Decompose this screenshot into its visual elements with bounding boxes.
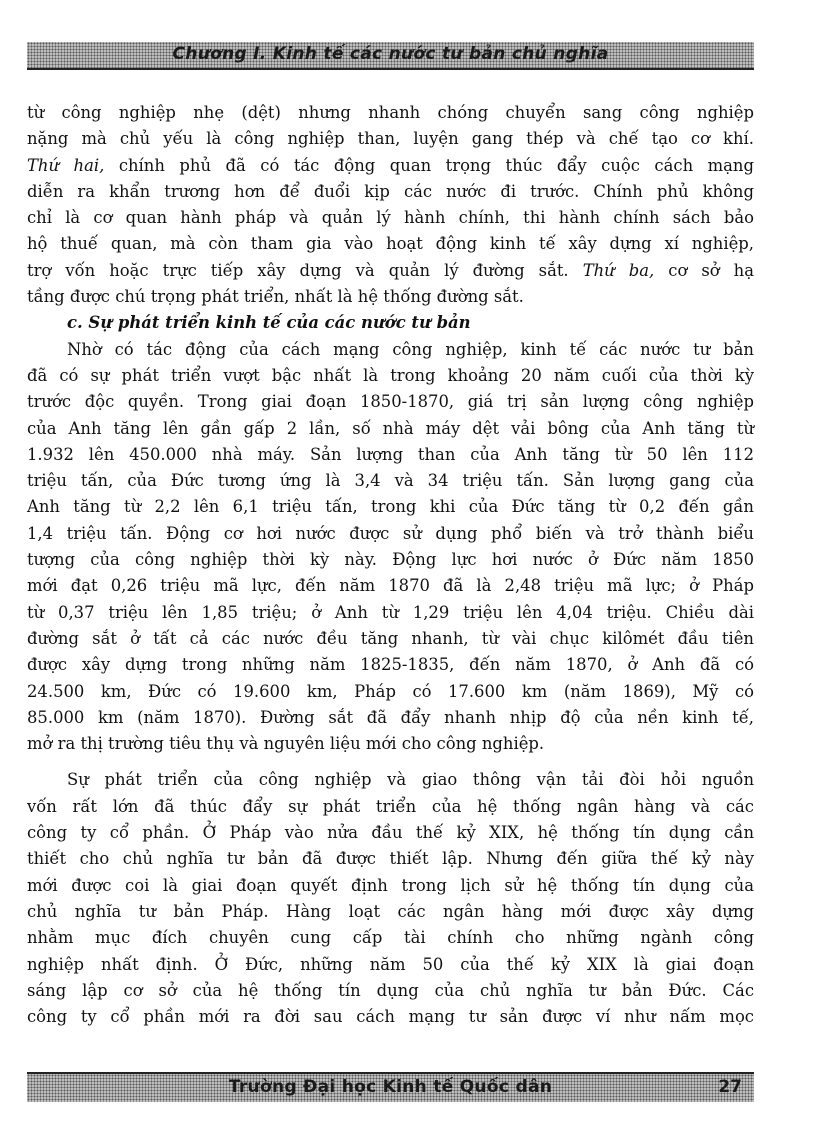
chapter-header-band <box>27 42 754 70</box>
page-number: 27 <box>718 1077 742 1097</box>
paragraph <box>27 100 754 310</box>
text-line: diễn ra khẩn trương hơn để đuổi kịp các nước đi trước. Chính phủ không <box>27 181 754 201</box>
text-line: vốn rất lớn đã thúc đẩy sự phát triển của hệ thống ngân hàng và các <box>27 796 754 816</box>
page-body <box>27 100 754 1030</box>
paragraph <box>27 767 754 1030</box>
text-line <box>27 258 754 284</box>
text-line <box>27 153 754 179</box>
text-line: 1.932 lên 450.000 nhà máy. Sản lượng than của Anh tăng từ 50 lên 112 <box>27 444 754 464</box>
text-line: trước độc quyền. Trong giai đoạn 1850-1870, giá trị sản lượng công nghiệp <box>27 392 754 412</box>
text-line: được xây dựng trong những năm 1825-1835, đến năm 1870, ở Anh đã có <box>27 655 754 675</box>
text-line: Nhờ có tác động của cách mạng công nghiệp, kinh tế các nước tư bản <box>67 339 754 359</box>
italic-phrase: Thứ hai, <box>27 155 105 175</box>
text-line: nghiệp nhất định. Ở Đức, những năm 50 của thế kỷ XIX là giai đoạn <box>27 954 754 974</box>
chapter-title: Chương I. Kinh tế các nước tư bản chủ nghĩa <box>172 44 609 64</box>
text-fragment: chính phủ đã có tác động quan trọng thúc đẩy cuộc cách mạng <box>104 155 754 175</box>
text-line: chủ nghĩa tư bản Pháp. Hàng loạt các ngân hàng mới được xây dựng <box>27 901 754 921</box>
italic-phrase: Thứ ba, <box>582 260 655 280</box>
paragraph <box>27 337 754 758</box>
text-line: đã có sự phát triển vượt bậc nhất là trong khoảng 20 năm cuối của thời kỳ <box>27 365 754 385</box>
text-line: triệu tấn, của Đức tương ứng là 3,4 và 34 triệu tấn. Sản lượng gang của <box>27 471 754 491</box>
text-fragment: cơ sở hạ <box>654 260 754 280</box>
text-line: Anh tăng từ 2,2 lên 6,1 triệu tấn, trong khi của Đức tăng từ 0,2 đến gần <box>27 497 754 517</box>
text-line: nặng mà chủ yếu là công nghiệp than, luyện gang thép và chế tạo cơ khí. <box>27 129 754 149</box>
text-line: mở ra thị trường tiêu thụ và nguyên liệu mới cho công nghiệp. <box>27 734 545 754</box>
section-heading: c. Sự phát triển kinh tế của các nước tư bản <box>67 313 471 333</box>
text-line: công ty cổ phần. Ở Pháp vào nửa đầu thế kỷ XIX, hệ thống tín dụng cần <box>27 823 754 843</box>
footer-institution: Trường Đại học Kinh tế Quốc dân <box>228 1077 553 1097</box>
text-line: thiết cho chủ nghĩa tư bản đã được thiết lập. Nhưng đến giữa thế kỷ này <box>27 849 754 869</box>
text-line: tượng của công nghiệp thời kỳ này. Động lực hơi nước ở Đức năm 1850 <box>27 550 754 570</box>
text-line: 24.500 km, Đức có 19.600 km, Pháp có 17.600 km (năm 1869), Mỹ có <box>27 681 754 701</box>
text-line: 85.000 km (năm 1870). Đường sắt đã đẩy nhanh nhịp độ của nền kinh tế, <box>27 707 754 727</box>
text-line: nhằm mục đích chuyên cung cấp tài chính cho những ngành công <box>27 928 754 948</box>
text-line: hộ thuế quan, mà còn tham gia vào hoạt động kinh tế xây dựng xí nghiệp, <box>27 234 754 254</box>
text-line: mới đạt 0,26 triệu mã lực, đến năm 1870 đã là 2,48 triệu mã lực; ở Pháp <box>27 576 754 596</box>
text-line: 1,4 triệu tấn. Động cơ hơi nước được sử dụng phổ biến và trở thành biểu <box>27 523 754 543</box>
text-line: từ 0,37 triệu lên 1,85 triệu; ở Anh từ 1,29 triệu lên 4,04 triệu. Chiều dài <box>27 602 754 622</box>
text-line: công ty cổ phần mới ra đời sau cách mạng tư sản được ví như nấm mọc <box>27 1007 754 1027</box>
text-line: tầng được chú trọng phát triển, nhất là hệ thống đường sắt. <box>27 287 524 307</box>
text-line: mới được coi là giai đoạn quyết định trong lịch sử hệ thống tín dụng của <box>27 875 754 895</box>
footer-band <box>27 1072 754 1102</box>
text-line: Sự phát triển của công nghiệp và giao thông vận tải đòi hỏi nguồn <box>67 770 754 790</box>
text-fragment: trợ vốn hoặc trực tiếp xây dựng và quản lý đường sắt. <box>27 260 583 280</box>
text-line: đường sắt ở tất cả các nước đều tăng nhanh, từ vài chục kilômét đầu tiên <box>27 628 754 648</box>
text-line: sáng lập cơ sở của hệ thống tín dụng của chủ nghĩa tư bản Đức. Các <box>27 980 754 1000</box>
text-line: từ công nghiệp nhẹ (dệt) nhưng nhanh chóng chuyển sang công nghiệp <box>27 103 754 122</box>
text-line: của Anh tăng lên gần gấp 2 lần, số nhà máy dệt vải bông của Anh tăng từ <box>27 418 754 438</box>
text-line: chỉ là cơ quan hành pháp và quản lý hành chính, thi hành chính sách bảo <box>27 208 754 228</box>
